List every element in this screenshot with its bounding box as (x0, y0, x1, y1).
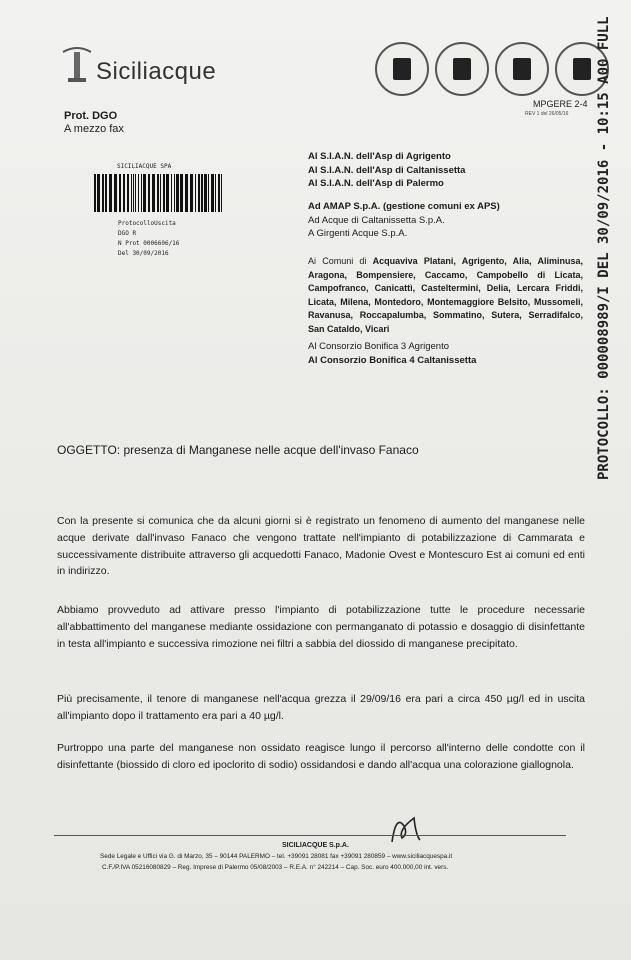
body-paragraph: Abbiamo provveduto ad attivare presso l'impianto di potabilizzazione tutte le procedure necessarie all'abbattimento del manganese mediante ossidazione con permanganato di potassio e dosaggio di disinfettante in testa all'impianto e successiva rimozione nei filtri a sabbia del diossido di manganese precipitato. (57, 604, 585, 650)
recipient: A Girgenti Acque S.p.A. (308, 228, 408, 239)
stamp-line: N Prot 0006606/16 (118, 240, 180, 247)
comuni-intro: Ai Comuni di (308, 256, 367, 266)
vertical-protocol-stamp: PROTOCOLLO: 000008989/I DEL 30/09/2016 - 10:15 A00 FULL (596, 16, 612, 480)
recipient: Al S.I.A.N. dell'Asp di Caltanissetta (308, 164, 466, 176)
protocol-label: Prot. DGO (64, 110, 118, 122)
footer-divider (54, 835, 566, 836)
recipients-comuni (308, 255, 583, 336)
footer-address: Sede Legale e Uffici via G. di Marzo, 35 – 90144 PALERMO – tel. +39091 28081 fax +39091 280859 – www.siciliacquespa.it (100, 853, 453, 860)
recipient: Al S.I.A.N. dell'Asp di Palermo (308, 178, 444, 189)
body-paragraph: Con la presente si comunica che da alcuni giorni si è registrato un fenomeno di aumento del manganese nelle acque derivate dall'invaso Fanaco che vengono trattate nell'impianto di potabilizzazione di Cammarata e successivamente distribuite attraverso gli acquedotti Fanaco, Madonie Ovest e Montescuro Est ai comuni ed enti in indirizzo. (57, 515, 585, 578)
subject-text: presenza di Manganese nelle acque dell'invaso Fanaco (123, 443, 419, 457)
certification-seal-icon (435, 42, 489, 96)
recipients-group-sian (308, 150, 465, 191)
stamp-details (118, 219, 179, 259)
recipient: Ad AMAP S.p.A. (gestione comuni ex APS) (308, 201, 500, 212)
stamp-line: DGO R (118, 230, 137, 237)
stamp-line: Del 30/09/2016 (118, 250, 169, 257)
subject-label: OGGETTO: (57, 443, 121, 457)
stamp-line: ProtocolloUscita (118, 220, 176, 227)
signature-icon (386, 808, 426, 848)
certification-seal-icon (375, 42, 429, 96)
footer-company: SICILIACQUE S.p.A. (282, 842, 349, 849)
stamp-company: SICILIACQUE SPA (117, 163, 172, 170)
company-logo-text: Siciliacque (96, 58, 217, 85)
certification-seals (375, 42, 609, 96)
subject-line (57, 443, 419, 457)
recipient: Al S.I.A.N. dell'Asp di Agrigento (308, 151, 451, 162)
recipients-group-consorzi (308, 340, 476, 367)
delivery-method: A mezzo fax (64, 123, 124, 135)
certification-seal-icon (495, 42, 549, 96)
document-revision: REV 1 del 26/05/16 (525, 111, 569, 117)
comuni-list: Acquaviva Platani, Agrigento, Alia, Aliminusa, Aragona, Bompensiere, Caccamo, Campobello di Licata, Campofranco, Canicattì, Casteltermini, Delia, Lercara Friddi, Licata, Milena, Montedoro, Montemaggiore Belsito, Mussomeli, Ravanusa, Roccapalumba, Sommatino, Sutera, Serradifalco, San Cataldo, Vicari (308, 256, 583, 334)
siciliacque-logo-icon (60, 44, 94, 86)
document-code: MPGERE 2-4 (533, 99, 588, 109)
body-paragraph: Purtroppo una parte del manganese non ossidato reagisce lungo il percorso all'interno delle condotte con il disinfettante (biossido di cloro ed ipoclorito di sodio) ossidandosi e dando all'acqua una colorazione giallognola. (57, 742, 585, 771)
recipient: Ad Acque di Caltanissetta S.p.A. (308, 214, 445, 226)
barcode-icon (94, 174, 222, 212)
recipient: Al Consorzio Bonifica 4 Caltanissetta (308, 354, 477, 366)
recipients-group-gestori (308, 200, 500, 241)
recipient: Al Consorzio Bonifica 3 Agrigento (308, 341, 449, 352)
body-paragraph: Più precisamente, il tenore di manganese nell'acqua grezza il 29/09/16 era pari a circa 450 µg/l ed in uscita all'impianto dopo il trattamento era pari a 40 µg/l. (57, 693, 585, 722)
footer-registry: C.F./P.IVA 05216080829 – Reg. Imprese di Palermo 05/08/2003 – R.E.A. n° 242214 – Cap. Soc. euro 400.000,00 int. vers. (102, 864, 449, 871)
